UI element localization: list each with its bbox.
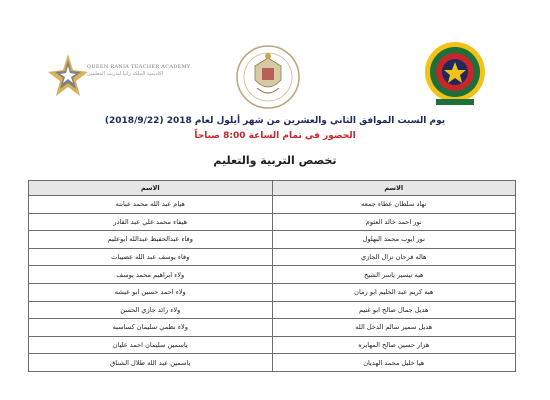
table-row bbox=[29, 196, 516, 214]
table-cell: ولاء ابراهيم محمد يوسف bbox=[29, 266, 273, 284]
armed-forces-emblem-icon bbox=[418, 36, 492, 110]
attendance-time-line: الحضور في تمام الساعة 8:00 صباحاً bbox=[194, 131, 356, 141]
table-cell: هيفاء محمد علي عبد القادر bbox=[29, 213, 273, 231]
academy-name-en: QUEEN RANIA TEACHER ACADEMY bbox=[87, 64, 191, 70]
table-row bbox=[29, 248, 516, 266]
table-row bbox=[29, 319, 516, 337]
table-row bbox=[29, 231, 516, 249]
table-cell: هبه تيسير ياسر الشيخ bbox=[272, 266, 516, 284]
academy-name bbox=[87, 64, 197, 78]
date-line: يوم السبت الموافق الثاني والعشرين من شهر أيلول لعام 2018 (2018/9/22) bbox=[104, 116, 446, 126]
table-cell: هاله فرحان نزال الجازي bbox=[272, 248, 516, 266]
table-cell: ولاء احمد حسين ابو عيشه bbox=[29, 283, 273, 301]
specialization-title: تخصص التربية والتعليم bbox=[213, 154, 337, 167]
table-header-row bbox=[29, 181, 516, 196]
table-cell: ولاء نظمي سليمان كساسبه bbox=[29, 319, 273, 337]
table-cell: نور ايوب محمد البهلول bbox=[272, 231, 516, 249]
table-cell: هيام عبد الله محمد عبابنه bbox=[29, 196, 273, 214]
table-cell: ولاء رائد جازي الحسن bbox=[29, 301, 273, 319]
table-cell: هزار حسين صالح المهايره bbox=[272, 336, 516, 354]
table-cell: ياسمين سليمان احمد عليان bbox=[29, 336, 273, 354]
table-row bbox=[29, 336, 516, 354]
table-cell: وفاء عبدالحفيظ عبدالله ابوعليم bbox=[29, 231, 273, 249]
table-cell: هديل سمير سالم الدخل الله bbox=[272, 319, 516, 337]
table-cell: نهاد سلطان عطاء جمعه bbox=[272, 196, 516, 214]
table-row bbox=[29, 354, 516, 372]
academy-name-ar: أكاديمية الملكة رانيا لتدريب المعلمين bbox=[87, 71, 163, 77]
table-cell: هيا خليل محمد الهديان bbox=[272, 354, 516, 372]
table-row bbox=[29, 213, 516, 231]
table-cell: هديل جمال صالح ابو غنيم bbox=[272, 301, 516, 319]
table-row bbox=[29, 283, 516, 301]
column-header-name-right: الاسم bbox=[272, 181, 516, 196]
ministry-emblem-icon bbox=[235, 44, 301, 110]
column-header-name-left: الاسم bbox=[29, 181, 273, 196]
names-table bbox=[28, 180, 516, 372]
table-cell: وفاء يوسف عبد الله عضيبات bbox=[29, 248, 273, 266]
table-cell: ياسمين عبد الله طلال الشناق bbox=[29, 354, 273, 372]
table-row bbox=[29, 301, 516, 319]
table-cell: نور احمد خالد العثوم bbox=[272, 213, 516, 231]
table-cell: هبه كريم عبد الحليم ابو رمان bbox=[272, 283, 516, 301]
table-row bbox=[29, 266, 516, 284]
